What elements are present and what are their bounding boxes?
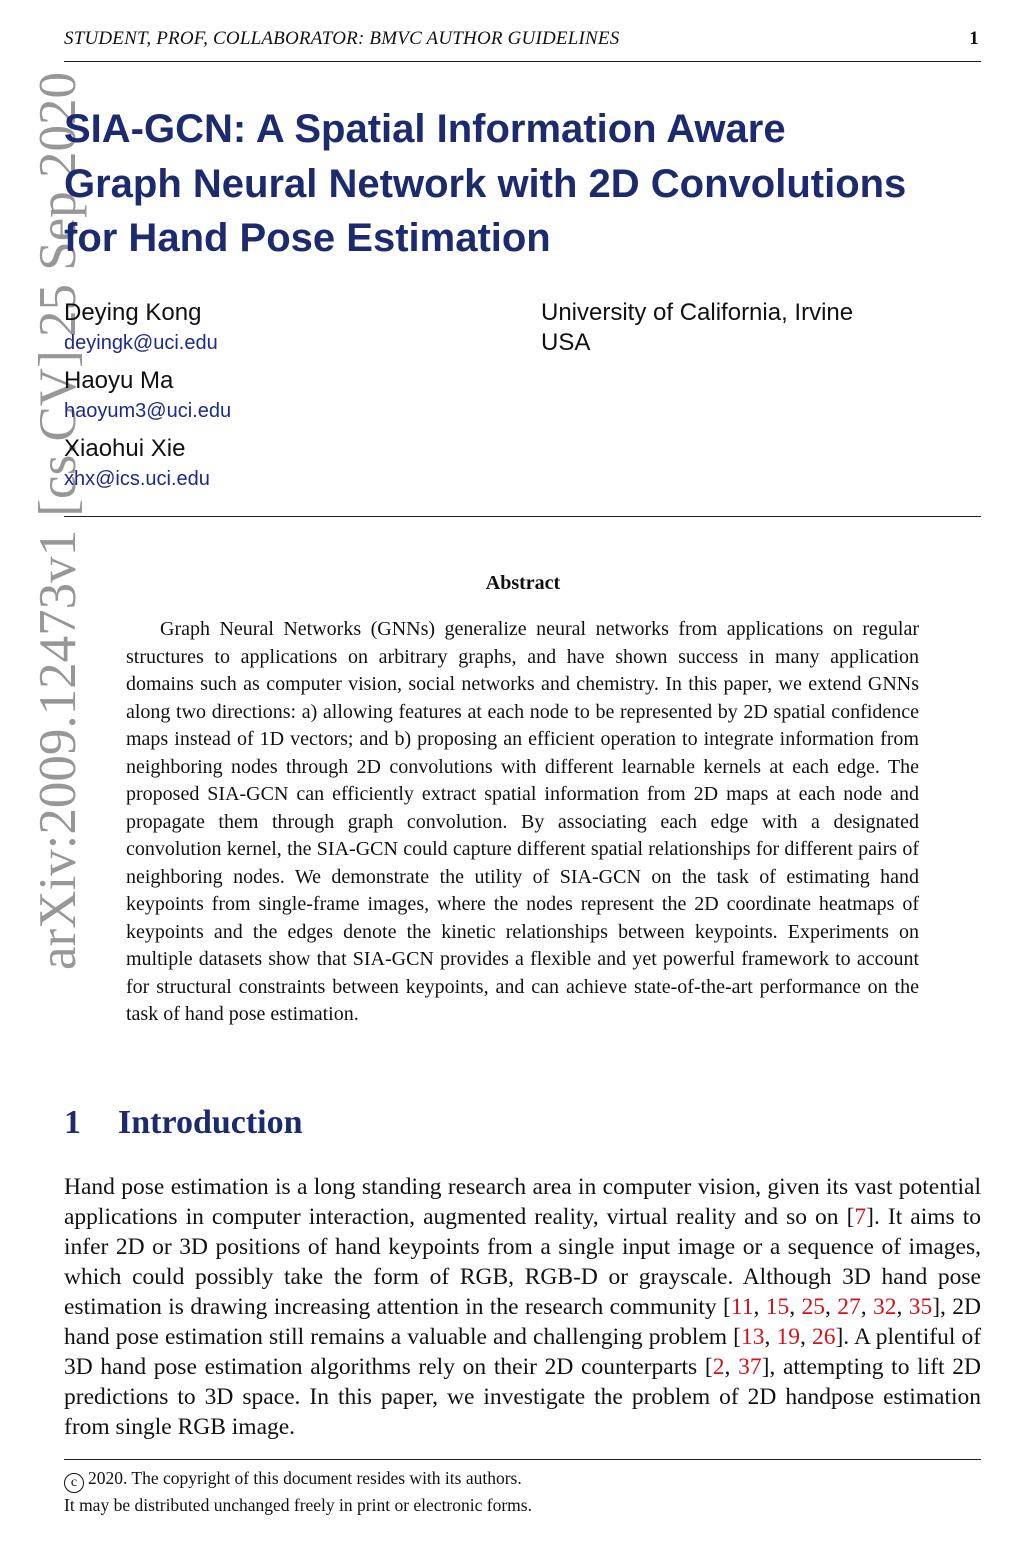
paper-title bbox=[64, 102, 994, 266]
copyright-footnote bbox=[64, 1466, 981, 1517]
footnote-rule bbox=[64, 1459, 981, 1460]
citation-link[interactable]: 27 bbox=[837, 1294, 861, 1320]
citation-link[interactable]: 25 bbox=[801, 1294, 825, 1320]
citation-link[interactable]: 13 bbox=[741, 1324, 765, 1350]
separator: , bbox=[824, 1294, 838, 1320]
text-run: Hand pose estimation is a long standing research area in computer vision, given its vast potential applications in computer interaction, augmented reality, virtual reality and so on [ bbox=[64, 1174, 981, 1230]
citation-link[interactable]: 2 bbox=[712, 1354, 725, 1380]
separator: , bbox=[753, 1294, 766, 1320]
affiliation-institution: University of California, Irvine bbox=[541, 299, 854, 326]
page-number: 1 bbox=[969, 28, 979, 49]
affiliation-country: USA bbox=[541, 329, 591, 356]
citation-link[interactable]: 32 bbox=[872, 1294, 897, 1320]
section-number: 1 bbox=[64, 1104, 81, 1141]
section-title: Introduction bbox=[118, 1104, 303, 1141]
title-line: Graph Neural Network with 2D Convolutions bbox=[64, 161, 907, 206]
author-email-link[interactable]: haoyum3@uci.edu bbox=[64, 400, 232, 422]
running-header bbox=[64, 28, 981, 50]
abstract-text: Graph Neural Networks (GNNs) generalize neural networks from applications on regular structures to applications on arbitrary graphs, and have shown success in many application domains such as computer vision, social networks and chemistry. In this paper, we extend GNNs along two directions: a) allowing features at each node to be represented by 2D spatial confidence maps instead of 1D vectors; and b) proposing an efficient operation to integrate information from neighboring nodes through 2D convolutions with different learnable kernels at each edge. The proposed SIA-GCN can efficiently extract spatial information from 2D maps at each node and propagate them through graph convolution. By associating each edge with a designated convolution kernel, the SIA-GCN could capture different spatial relationships for different pairs of neighboring nodes. We demonstrate the utility of SIA-GCN on the task of estimating hand keypoints from single-frame images, where the nodes represent the 2D coordinate heatmaps of keypoints and the edges denote the kinetic relationships between keypoints. Experiments on multiple datasets show that SIA-GCN provides a flexible and yet powerful framework to account for structural constraints between keypoints, and can achieve state-of-the-art performance on the task of hand pose estimation. bbox=[126, 618, 919, 1025]
text-run: ], attempting to lift 2D predictions to 3D space. In this paper, we investigate the problem of 2D handpose estimation from single RGB image. bbox=[64, 1354, 981, 1440]
separator: , bbox=[896, 1294, 909, 1320]
text-run: ]. It aims to infer 2D or 3D positions of hand keypoints from a single input image or a sequence of images, which could possibly take the form of RGB, RGB-D or grayscale. Although 3D hand pose estimation is drawing increasing attention in the research community [ bbox=[64, 1204, 982, 1320]
citation-link[interactable]: 7 bbox=[854, 1204, 867, 1230]
footnote-text: 2020. The copyright of this document resides with its authors. bbox=[88, 1468, 522, 1488]
author-name: Haoyu Ma bbox=[64, 367, 174, 394]
author-name: Xiaohui Xie bbox=[64, 435, 186, 462]
author-email-link[interactable]: xhx@ics.uci.edu bbox=[64, 468, 210, 490]
footnote-line: It may be distributed unchanged freely in print or electronic forms. bbox=[64, 1495, 532, 1515]
citation-link[interactable]: 15 bbox=[765, 1294, 790, 1320]
citation-link[interactable]: 35 bbox=[908, 1294, 933, 1320]
separator: , bbox=[860, 1294, 873, 1320]
separator: , bbox=[789, 1294, 802, 1320]
separator: , bbox=[764, 1324, 777, 1350]
separator: , bbox=[799, 1324, 812, 1350]
citation-link[interactable]: 26 bbox=[811, 1324, 836, 1350]
footnote-line bbox=[64, 1466, 981, 1493]
title-line: SIA-GCN: A Spatial Information Aware bbox=[64, 107, 786, 151]
title-line: for Hand Pose Estimation bbox=[64, 216, 551, 260]
running-title: STUDENT, PROF, COLLABORATOR: BMVC AUTHOR GUIDELINES bbox=[64, 28, 620, 49]
title-rule bbox=[64, 516, 981, 517]
author-list bbox=[64, 298, 524, 502]
separator: , bbox=[724, 1354, 739, 1380]
author-email-link[interactable]: deyingk@uci.edu bbox=[64, 332, 218, 354]
citation-link[interactable]: 11 bbox=[730, 1294, 754, 1320]
header-rule bbox=[64, 61, 981, 62]
affiliation bbox=[541, 298, 853, 358]
abstract-heading: Abstract bbox=[485, 572, 561, 594]
copyright-icon: c bbox=[64, 1473, 84, 1493]
citation-link[interactable]: 19 bbox=[776, 1324, 800, 1350]
section-heading bbox=[64, 1104, 303, 1142]
text-run: ]. A plentiful of 3D hand pose estimation algorithms rely on their 2D counterparts [ bbox=[64, 1324, 982, 1380]
citation-link[interactable]: 37 bbox=[738, 1354, 762, 1380]
author-name: Deying Kong bbox=[64, 299, 202, 326]
text-run: ], 2D hand pose estimation still remains a valuable and challenging problem [ bbox=[64, 1294, 982, 1350]
arxiv-watermark: arXiv:2009.12473v1 [cs.CV] 25 Sep 2020 bbox=[29, 72, 87, 970]
intro-paragraph bbox=[64, 1172, 981, 1442]
